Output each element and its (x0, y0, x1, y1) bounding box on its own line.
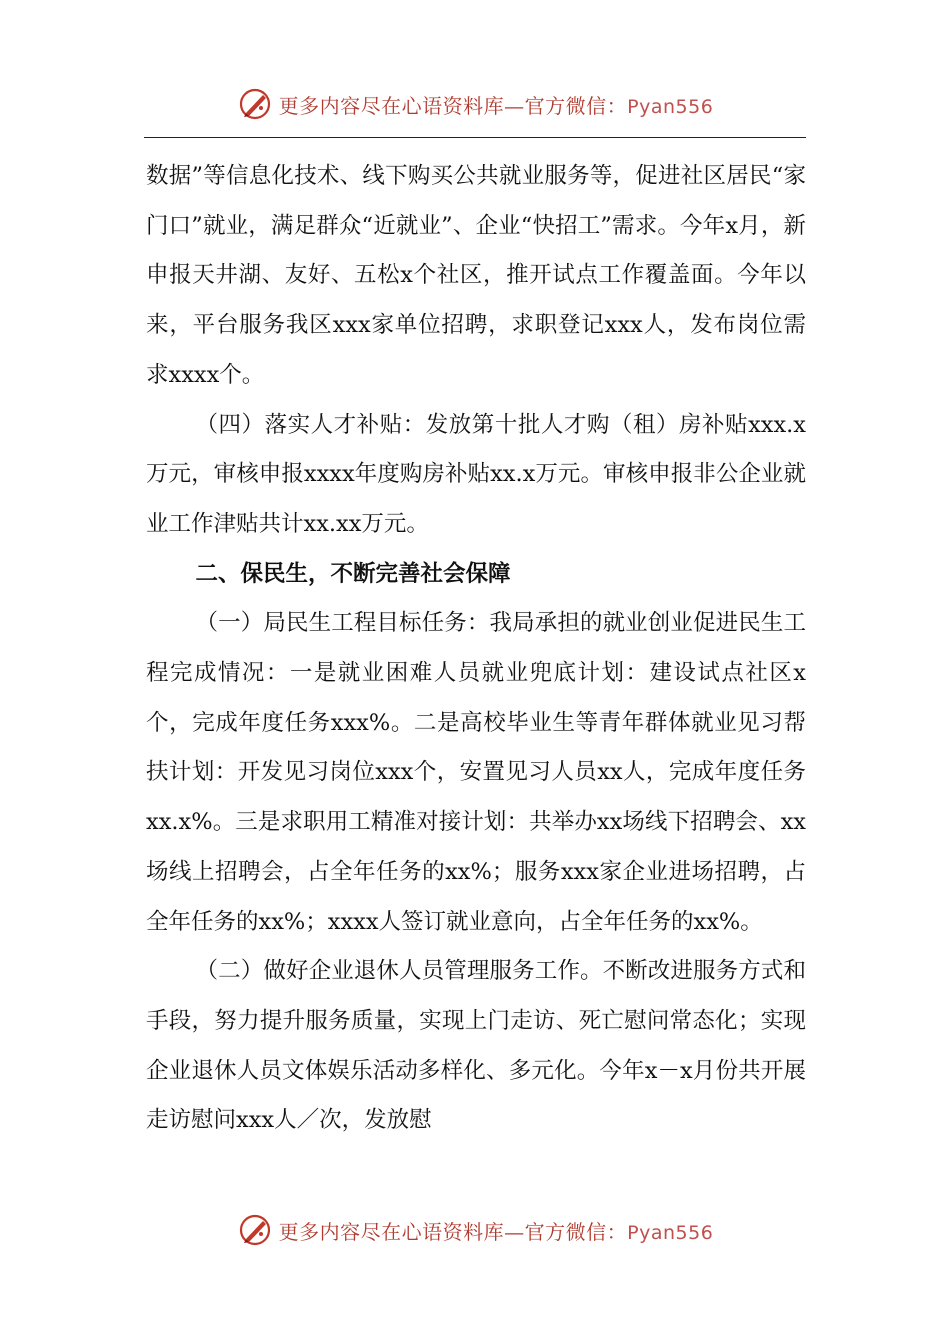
footer-banner (0, 1210, 950, 1250)
header-banner (0, 84, 950, 124)
banner-text (279, 90, 714, 119)
banner-label: 更多内容尽在心语资料库—官方微信： (278, 93, 628, 118)
header-divider (144, 137, 806, 138)
banner-wechat-id: Pyan556 (627, 1221, 714, 1244)
paragraph-3: （一）局民生工程目标任务：我局承担的就业创业促进民生工程完成情况：一是就业困难人员就业兜底计划：建设试点社区x个，完成年度任务xxx%。二是高校毕业生等青年群体就业见习帮扶计划：开发见习岗位xxx个，安置见习人员xx人，完成年度任务xx.x%。三是求职用工精准对接计划：共举办xx场线下招聘会、xx场线上招聘会，占全年任务的xx%；服务xxx家企业进场招聘，占全年任务的xx%；xxxx人签订就业意向，占全年任务的xx%。 (146, 610, 806, 935)
paragraph-1: 数据”等信息化技术、线下购买公共就业服务等，促进社区居民“家门口”就业，满足群众“近就业”、企业“快招工”需求。今年x月，新申报天井湖、友好、五松x个社区，推开试点工作覆盖面。今年以来，平台服务我区xxx家单位招聘，求职登记xxx人，发布岗位需求xxxx个。 (146, 163, 806, 388)
section-heading: 二、保民生，不断完善社会保障 (195, 560, 511, 587)
pen-logo-icon (237, 86, 273, 122)
document-body (146, 152, 806, 1146)
pen-logo-icon (237, 1212, 273, 1248)
paragraph-2: （四）落实人才补贴：发放第十批人才购（租）房补贴xxx.x万元，审核申报xxxx年度购房补贴xx.x万元。审核申报非公企业就业工作津贴共计xx.xx万元。 (146, 411, 806, 537)
banner-text (279, 1216, 714, 1245)
banner-label: 更多内容尽在心语资料库—官方微信： (278, 1219, 628, 1244)
paragraph-4: （二）做好企业退休人员管理服务工作。不断改进服务方式和手段，努力提升服务质量，实现上门走访、死亡慰问常态化；实现企业退休人员文体娱乐活动多样化、多元化。今年x－x月份共开展走访慰问xxx人／次，发放慰 (146, 958, 806, 1134)
banner-wechat-id: Pyan556 (627, 95, 714, 118)
